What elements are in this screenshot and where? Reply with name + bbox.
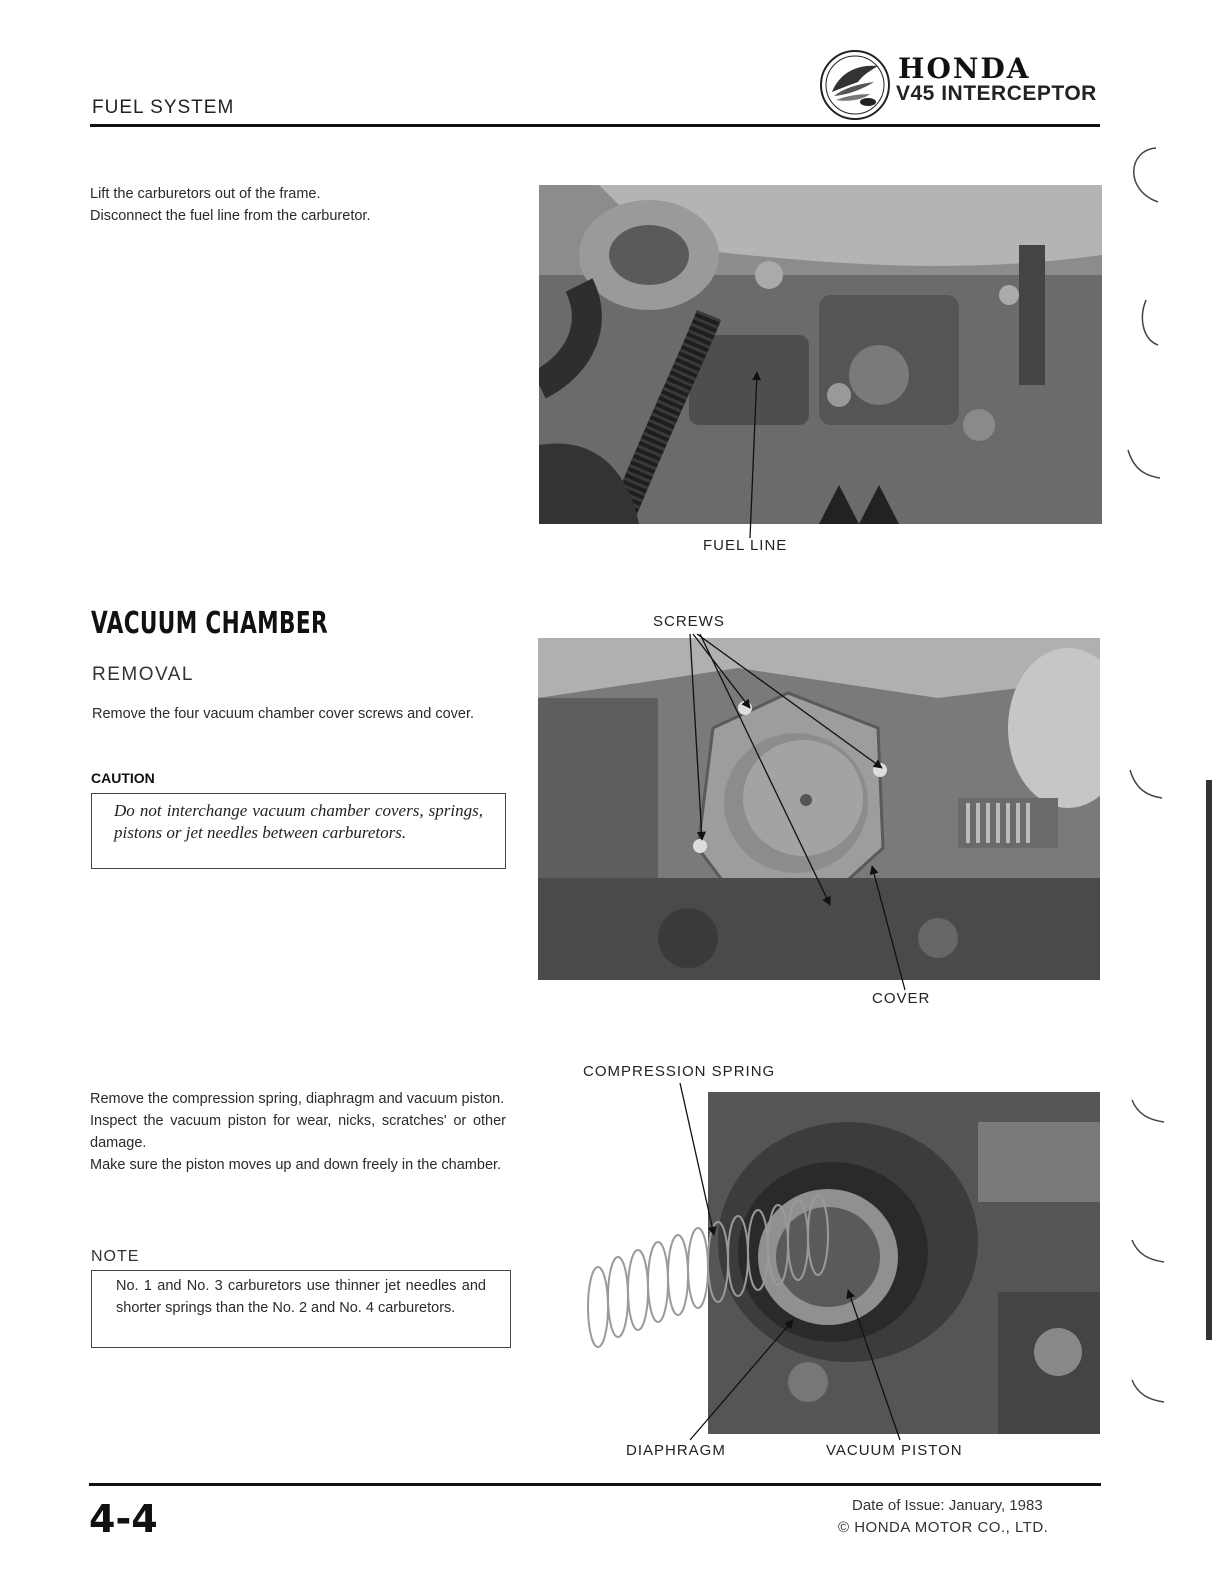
callout-fuel-line: FUEL LINE	[703, 537, 788, 554]
intro-paragraph	[90, 183, 490, 227]
subsection-heading: REMOVAL	[92, 664, 195, 685]
page-edge-bar	[1206, 780, 1212, 1340]
footer-rule	[89, 1483, 1101, 1486]
caution-label: CAUTION	[91, 770, 155, 786]
inspection-line: Inspect the vacuum piston for wear, nicks, scratches' or other damage.	[90, 1113, 506, 1151]
binder-tab-marks	[1118, 140, 1178, 1420]
model-name: V45 INTERCEPTOR	[896, 82, 1097, 105]
inspection-line: Remove the compression spring, diaphragm and vacuum piston.	[90, 1091, 505, 1107]
note-label: NOTE	[91, 1248, 140, 1265]
caution-box	[91, 793, 506, 869]
compression-spring-diaphragm-photo	[578, 1092, 1100, 1434]
note-box	[91, 1270, 511, 1348]
issue-date: Date of Issue: January, 1983	[852, 1497, 1043, 1514]
callout-screws: SCREWS	[653, 613, 725, 630]
vacuum-chamber-cover-photo	[538, 638, 1100, 980]
callout-compression-spring: COMPRESSION SPRING	[583, 1063, 776, 1080]
page-number: 4-4	[89, 1497, 158, 1541]
caution-text: Do not interchange vacuum chamber covers, springs, pistons or jet needles between carburetors.	[114, 801, 483, 842]
note-text: No. 1 and No. 3 carburetors use thinner jet needles and shorter springs than the No. 2 and No. 4 carburetors.	[116, 1278, 486, 1316]
callout-diaphragm: DIAPHRAGM	[626, 1442, 726, 1459]
callout-vacuum-piston: VACUUM PISTON	[826, 1442, 963, 1459]
header-rule	[90, 124, 1100, 127]
honda-wing-logo-icon	[818, 48, 892, 122]
removal-paragraph: Remove the four vacuum chamber cover screws and cover.	[92, 706, 474, 722]
section-heading: VACUUM CHAMBER	[91, 606, 328, 641]
callout-cover: COVER	[872, 990, 931, 1007]
carburetor-fuel-line-photo	[539, 185, 1102, 524]
section-title: FUEL SYSTEM	[92, 97, 235, 118]
intro-line: Lift the carburetors out of the frame.	[90, 186, 321, 202]
intro-line: Disconnect the fuel line from the carburetor.	[90, 208, 371, 224]
inspection-paragraph	[90, 1088, 506, 1176]
inspection-line: Make sure the piston moves up and down freely in the chamber.	[90, 1157, 502, 1173]
brand-logo-text: HONDA	[898, 52, 1031, 85]
copyright-notice: © HONDA MOTOR CO., LTD.	[838, 1519, 1049, 1536]
